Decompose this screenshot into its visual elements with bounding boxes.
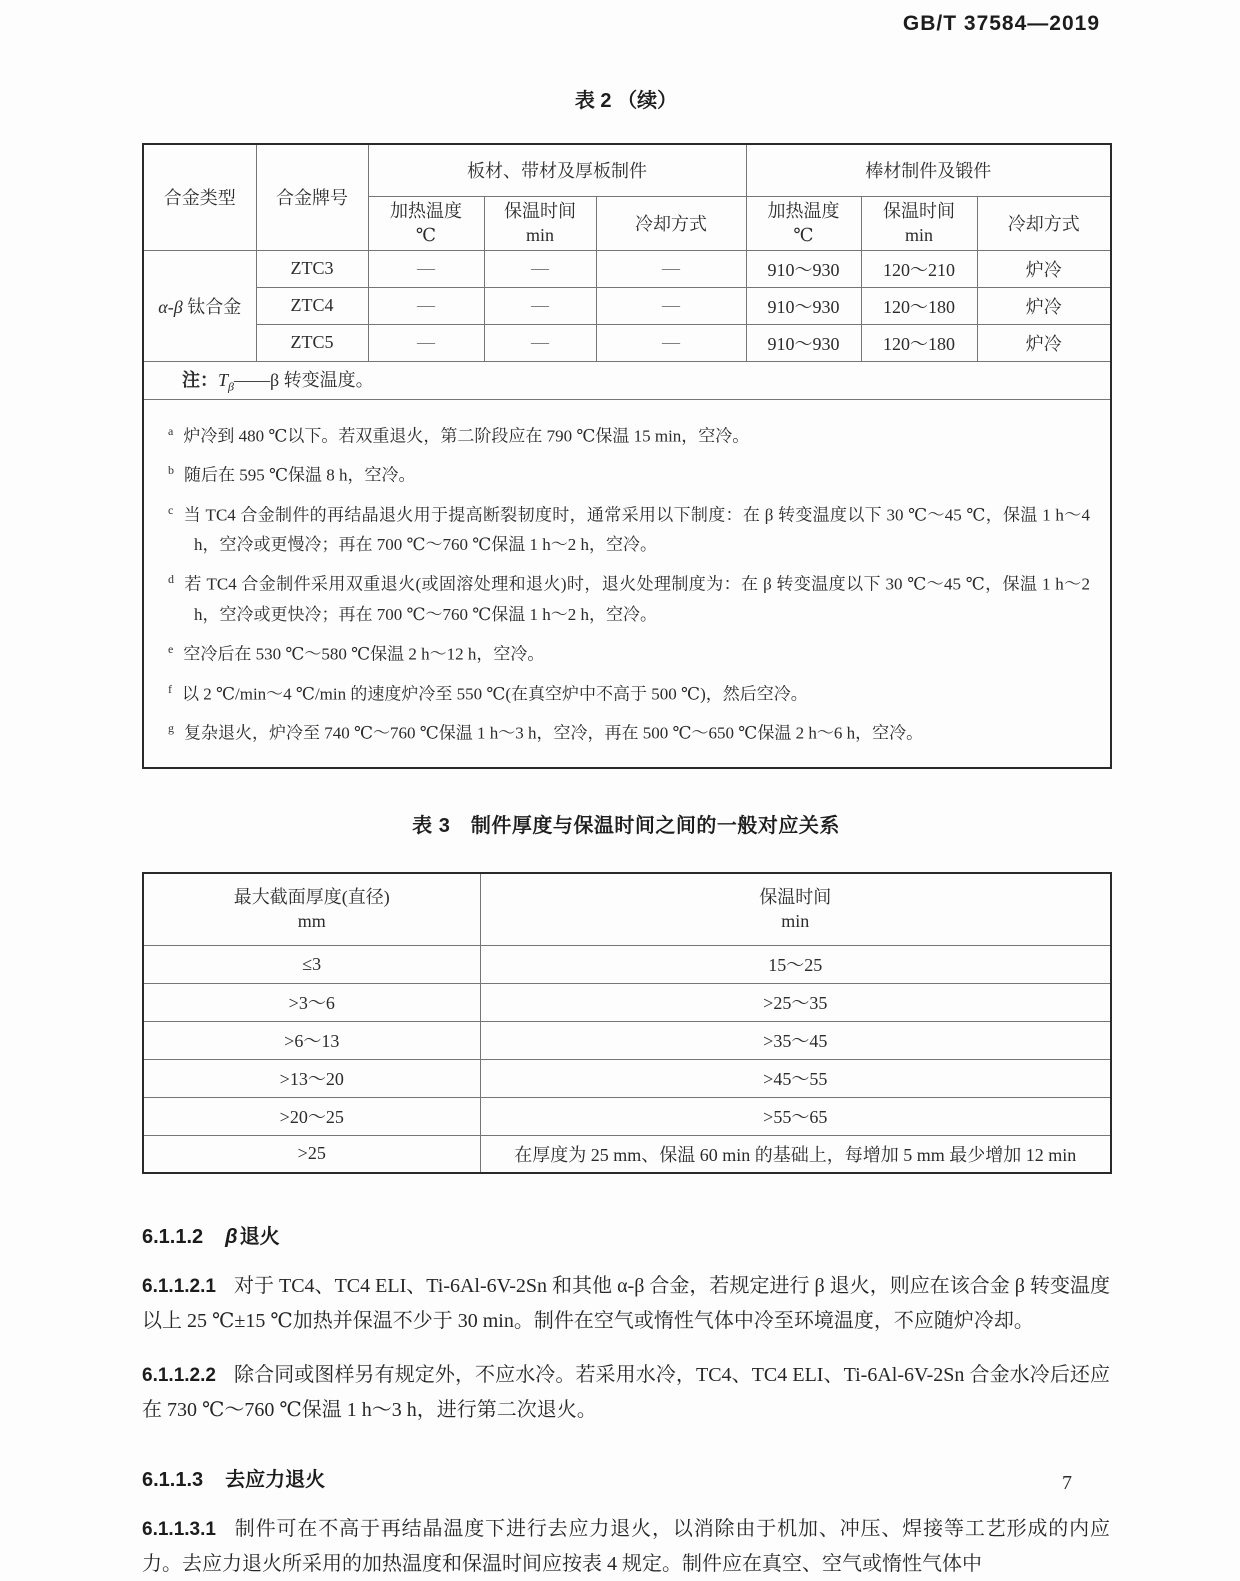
page-content (142, 84, 1110, 1581)
footnote-d (168, 564, 1090, 630)
table2-header-group-plate: 板材、带材及厚板制件 (368, 144, 746, 196)
bar-heat-cell: 910～930 (746, 324, 861, 361)
table3-header-hold-time (480, 873, 1111, 945)
table2-note (143, 361, 1111, 399)
heat-temp-label: 加热温度 (390, 201, 462, 221)
clause-number: 6.1.1.2.1 (142, 1276, 216, 1298)
footnote-f (168, 674, 1090, 710)
table3-row (143, 1021, 1111, 1059)
plate-hold-cell: — (484, 287, 596, 324)
plate-cool-cell: — (596, 250, 746, 287)
footnote-b (168, 455, 1090, 491)
heat-temp-unit: ℃ (415, 225, 437, 245)
table2-header-heat-temp-bar (746, 196, 861, 250)
bar-cool-cell: 炉冷 (977, 250, 1111, 287)
table3-row (143, 1135, 1111, 1173)
paragraph-61121 (142, 1269, 1110, 1338)
grade-cell: ZTC3 (256, 250, 368, 287)
table2-row-ztc5 (143, 324, 1111, 361)
table3-row (143, 983, 1111, 1021)
table2-header-alloy-type: 合金类型 (143, 144, 256, 250)
page-number: 7 (1062, 1472, 1072, 1494)
time-cell: 在厚度为 25 mm、保温 60 min 的基础上，每增加 5 mm 最少增加 12 min (480, 1135, 1111, 1173)
plate-heat-cell: — (368, 287, 484, 324)
table3-row (143, 945, 1111, 983)
time-cell: >35～45 (480, 1021, 1111, 1059)
plate-heat-cell: — (368, 324, 484, 361)
footnote-marker: f (168, 681, 172, 696)
heat-temp-unit: ℃ (793, 225, 814, 245)
bar-heat-cell: 910～930 (746, 287, 861, 324)
note-text: ——β 转变温度。 (234, 369, 374, 390)
table2-header-group-bar: 棒材制件及锻件 (746, 144, 1111, 196)
paragraph-text: 除合同或图样另有规定外，不应水冷。若采用水冷，TC4、TC4 ELI、Ti-6Al-6V-2Sn 合金水冷后还应在 730 ℃～760 ℃保温 1 h～3 h，进行第二次退火。 (142, 1364, 1110, 1422)
table3-header-thickness (143, 873, 480, 945)
table2-header-hold-time-plate (484, 196, 596, 250)
hold-time-label: 保温时间 (759, 887, 832, 908)
alloy-type-text: 钛合金 (187, 296, 242, 317)
plate-cool-cell: — (596, 324, 746, 361)
plate-hold-cell: — (484, 324, 596, 361)
thickness-cell: >25 (143, 1135, 480, 1173)
table2-header-cooling-plate: 冷却方式 (596, 196, 746, 250)
footnote-text: 当 TC4 合金制件的再结晶退火用于提高断裂韧度时，通常采用以下制度：在 β 转变温度以下 30 ℃～45 ℃，保温 1 h～4 h，空冷或更慢冷；再在 700 ℃～760 ℃保温 1 h～2 h，空冷。 (183, 505, 1091, 555)
footnote-text: 若 TC4 合金制件采用双重退火(或固溶处理和退火)时，退火处理制度为：在 β 转变温度以下 30 ℃～45 ℃，保温 1 h～2 h，空冷或更快冷；再在 700 ℃～760 ℃保温 1 h～2 h，空冷。 (184, 575, 1091, 625)
table2-caption: 表 2 （续） (574, 90, 678, 112)
clause-title: 退火 (239, 1226, 280, 1249)
thickness-cell: ≤3 (143, 945, 480, 983)
table3-row (143, 1097, 1111, 1135)
table2-header-hold-time-bar (861, 196, 977, 250)
footnote-e (168, 634, 1090, 670)
alloy-type-greek: α-β (158, 296, 183, 317)
note-symbol (218, 369, 234, 394)
paragraph-text: 制件可在不高于再结晶温度下进行去应力退火，以消除由于机加、冲压、焊接等工艺形成的内应力。去应力退火所采用的加热温度和保温时间应按表 4 规定。制件应在真空、空气或惰性气体中 (142, 1518, 1110, 1576)
footnote-text: 随后在 595 ℃保温 8 h，空冷。 (184, 465, 416, 485)
paragraph-61131 (142, 1512, 1110, 1581)
note-t-subscript: β (228, 379, 234, 394)
standard-code: GB/T 37584—2019 (902, 12, 1100, 35)
footnote-text: 以 2 ℃/min～4 ℃/min 的速度炉冷至 550 ℃(在真空炉中不高于 500 ℃)，然后空冷。 (182, 684, 808, 704)
table2-alloy-type-cell (143, 250, 256, 361)
section-heading-6113 (142, 1463, 1110, 1492)
note-t: T (218, 369, 229, 390)
table2-header-cooling-bar: 冷却方式 (977, 196, 1111, 250)
thickness-cell: >3～6 (143, 983, 480, 1021)
time-cell: >45～55 (480, 1059, 1111, 1097)
clause-number: 6.1.1.2.2 (142, 1365, 216, 1387)
thickness-cell: >6～13 (143, 1021, 480, 1059)
section-heading-6112 (142, 1220, 1110, 1249)
bar-hold-cell: 120～180 (861, 287, 977, 324)
heat-temp-label: 加热温度 (767, 201, 840, 221)
hold-time-unit: min (525, 225, 554, 245)
plate-hold-cell: — (484, 250, 596, 287)
footnote-marker: g (168, 721, 174, 736)
footnote-marker: b (168, 463, 174, 478)
thickness-unit: mm (297, 911, 326, 932)
hold-time-label: 保温时间 (504, 201, 576, 221)
plate-heat-cell: — (368, 250, 484, 287)
time-cell: 15～25 (480, 945, 1111, 983)
plate-cool-cell: — (596, 287, 746, 324)
hold-time-label: 保温时间 (883, 201, 955, 221)
footnote-text: 空冷后在 530 ℃～580 ℃保温 2 h～12 h，空冷。 (183, 644, 545, 664)
footnote-text: 复杂退火，炉冷至 740 ℃～760 ℃保温 1 h～3 h，空冷，再在 500 ℃～650 ℃保温 2 h～6 h，空冷。 (184, 724, 924, 744)
note-label: 注： (182, 369, 218, 390)
footnote-text: 炉冷到 480 ℃以下。若双重退火，第二阶段应在 790 ℃保温 15 min，空冷。 (183, 426, 750, 446)
clause-title: 去应力退火 (225, 1469, 326, 1492)
table2 (142, 143, 1112, 769)
footnote-marker: c (168, 502, 174, 517)
beta-symbol: β (225, 1226, 238, 1249)
grade-cell: ZTC5 (256, 324, 368, 361)
bar-heat-cell: 910～930 (746, 250, 861, 287)
thickness-label: 最大截面厚度(直径) (233, 887, 390, 908)
footnote-a (168, 416, 1090, 452)
hold-time-unit: min (904, 225, 933, 245)
table2-row-ztc4 (143, 287, 1111, 324)
paragraph-text: 对于 TC4、TC4 ELI、Ti-6Al-6V-2Sn 和其他 α-β 合金，若规定进行 β 退火，则应在该合金 β 转变温度以上 25 ℃±15 ℃加热并保温不少于 30 min。制件在空气或惰性气体中冷至环境温度，不应随炉冷却。 (142, 1275, 1110, 1333)
footnote-marker: e (168, 642, 174, 657)
table3-row (143, 1059, 1111, 1097)
bar-cool-cell: 炉冷 (977, 287, 1111, 324)
table2-header-alloy-grade: 合金牌号 (256, 144, 368, 250)
thickness-cell: >13～20 (143, 1059, 480, 1097)
hold-time-unit: min (781, 911, 810, 932)
footnote-marker: d (168, 572, 174, 587)
table3-caption: 表 3 制件厚度与保温时间之间的一般对应关系 (412, 815, 840, 838)
grade-cell: ZTC4 (256, 287, 368, 324)
footnote-g (168, 713, 1090, 749)
bar-cool-cell: 炉冷 (977, 324, 1111, 361)
footnote-marker: a (168, 423, 174, 438)
time-cell: >55～65 (480, 1097, 1111, 1135)
clause-number: 6.1.1.2 (142, 1226, 204, 1249)
clause-number: 6.1.1.3 (142, 1469, 204, 1492)
bar-hold-cell: 120～180 (861, 324, 977, 361)
bar-hold-cell: 120～210 (861, 250, 977, 287)
thickness-cell: >20～25 (143, 1097, 480, 1135)
table2-footnotes (143, 399, 1111, 768)
table2-row-ztc3 (143, 250, 1111, 287)
table3 (142, 872, 1112, 1174)
footnote-c (168, 495, 1090, 561)
table2-header-heat-temp-plate (368, 196, 484, 250)
time-cell: >25～35 (480, 983, 1111, 1021)
paragraph-61122 (142, 1358, 1110, 1427)
clause-number: 6.1.1.3.1 (142, 1519, 216, 1541)
